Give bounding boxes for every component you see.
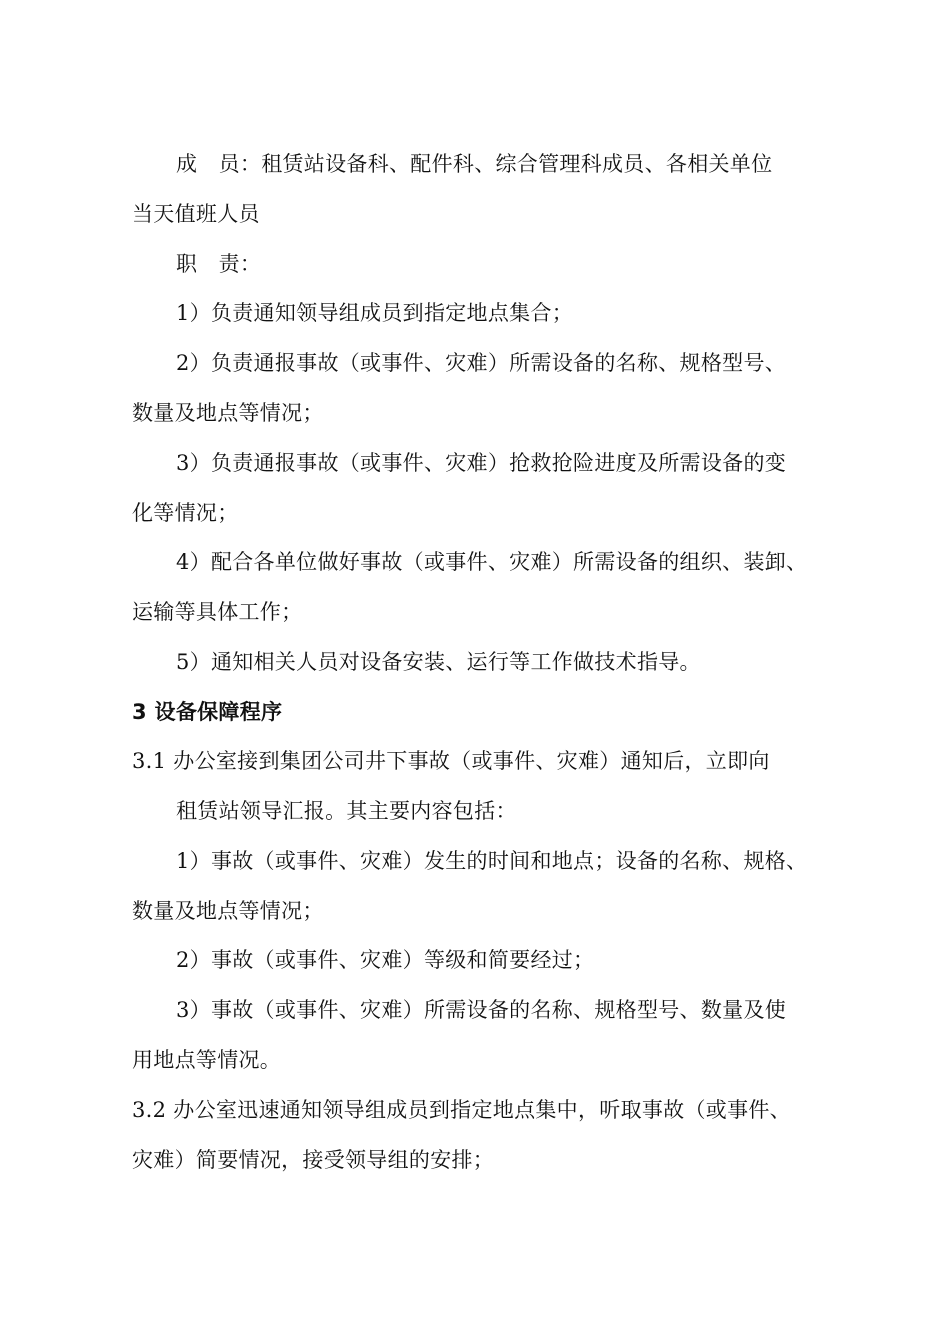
clause-3-1: 3.1 办公室接到集团公司井下事故（或事件、灾难）通知后，立即向 — [132, 749, 770, 773]
report-item-3: 3）事故（或事件、灾难）所需设备的名称、规格型号、数量及使 — [176, 998, 787, 1022]
duty-item-5: 5）通知相关人员对设备安装、运行等工作做技术指导。 — [176, 650, 701, 674]
duty-item-2: 2）负责通报事故（或事件、灾难）所需设备的名称、规格型号、 — [176, 351, 787, 375]
duty-item-3-cont: 化等情况； — [132, 501, 239, 525]
duties-label: 职 责： — [176, 252, 262, 276]
duty-item-4-cont: 运输等具体工作； — [132, 600, 303, 624]
duty-item-4: 4）配合各单位做好事故（或事件、灾难）所需设备的组织、装卸、 — [176, 550, 808, 574]
report-item-1: 1）事故（或事件、灾难）发生的时间和地点；设备的名称、规格、 — [176, 849, 808, 873]
clause-3-2-cont: 灾难）简要情况，接受领导组的安排； — [132, 1148, 495, 1172]
members-line-cont: 当天值班人员 — [132, 202, 260, 226]
duty-item-3: 3）负责通报事故（或事件、灾难）抢救抢险进度及所需设备的变 — [176, 451, 787, 475]
report-item-3-cont: 用地点等情况。 — [132, 1048, 282, 1072]
duty-item-1: 1）负责通知领导组成员到指定地点集合； — [176, 301, 574, 325]
section-heading: 3 设备保障程序 — [132, 700, 283, 724]
clause-3-2: 3.2 办公室迅速通知领导组成员到指定地点集中，听取事故（或事件、 — [132, 1098, 791, 1122]
members-line: 成 员：租赁站设备科、配件科、综合管理科成员、各相关单位 — [176, 152, 773, 176]
clause-3-1-cont: 租赁站领导汇报。其主要内容包括： — [176, 799, 517, 823]
report-item-2: 2）事故（或事件、灾难）等级和简要经过； — [176, 948, 595, 972]
duty-item-2-cont: 数量及地点等情况； — [132, 401, 324, 425]
report-item-1-cont: 数量及地点等情况； — [132, 899, 324, 923]
